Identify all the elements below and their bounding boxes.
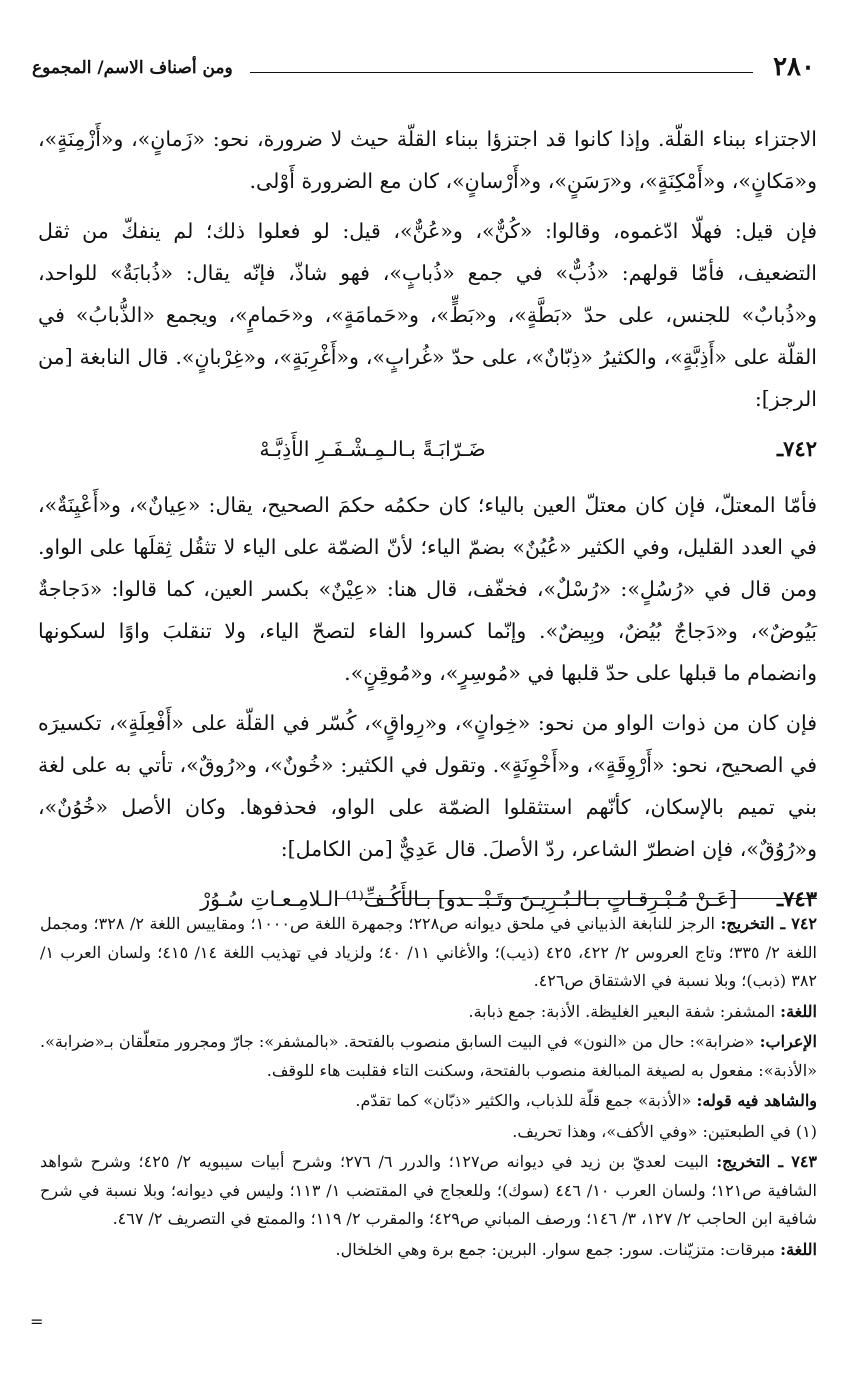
- page-header: [32, 52, 815, 86]
- footnotes: [40, 910, 817, 1266]
- main-text: [38, 118, 817, 934]
- footnote-label: والشاهد فيه قوله:: [696, 1091, 817, 1110]
- footnote-text: مبرقات: متزيّنات. سور: جمع سوار. البرين: جمع برة وهي الخلخال.: [335, 1239, 776, 1259]
- footnote-text: الرجز للنابغة الذبياني في ملحق ديوانه ص٢٢٨؛ وجمهرة اللغة ص١٠٠٠؛ ومقاييس اللغة ٢/ ٣٢٨؛ ومجمل اللغة ٢/ ٣٣٥؛ وتاج العروس ٢/ ٤٢٢، ٤٢٥ (ذيب)؛ والأغاني ١١/ ٤٠؛ ولزياد في تهذيب اللغة ١٤/ ٤١٥؛ ولسان العرب ١/ ٣٨٢ (ذبب)؛ وبلا نسبة في الاشتقاق ص٤٢٦.: [40, 914, 817, 990]
- paragraph: الاجتزاء ببناء القلّة. وإذا كانوا قد اجتزؤا ببناء القلّة حيث لا ضرورة، نحو: «زَمانٍ»، و«أَزْمِنَةٍ»، و«مَكانٍ»، و«أَمْكِنَةٍ»، و«رَسَنٍ»، و«أَرْسانٍ»، كان مع الضرورة أَوْلى.: [38, 127, 817, 193]
- footnote-label: الإعراب:: [759, 1032, 817, 1051]
- footnote-743-lugha: [40, 1236, 817, 1265]
- verse-742: [38, 428, 817, 474]
- footnote-note-1: (١) في الطبعتين: «وفي الأكف»، وهذا تحريف.: [512, 1121, 817, 1141]
- footnote-text: البيت لعديّ بن زيد في ديوانه ص١٢٧؛ والدرر ٦/ ٢٧٦؛ وشرح أبيات سيبويه ٢/ ٤٢٥؛ وشرح شواهد الشافية ص١٢١؛ ولسان العرب ١٠/ ٤٤٦ (سوك)؛ وللعجاج في المقتضب ١/ ١١٣؛ وليس في ديوانه؛ وبلا نسبة في شرح شافية ابن الحاجب ٢/ ١٢٧، ٣/ ١٤٦؛ ورصف المباني ص٤٢٩؛ والمقرب ٢/ ١١٩؛ والممتع في التصريف ٢/ ٤٦٧.: [40, 1152, 817, 1228]
- footnote-label: اللغة:: [780, 1239, 817, 1259]
- paragraph: فإن قيل: فهلّا ادّغموه، وقالوا: «كُنٌّ»، و«عُنٌّ»، قيل: لو فعلوا ذلك؛ لم ينفكّ من ثقل التضعيف، فأمّا قولهم: «ذُبٌّ» في جمع «ذُبابٍ»، فهو شاذّ، فإنّه يقال: «ذُبابَةٌ» للواحد، و«ذُبابٌ» للجنس، على حدّ «بَطَّةٍ»، و«بَطٍّ»، و«حَمامَةٍ»، و«حَمامٍ»، ويجمع «الذُّبابُ» في القلّة على «أَذِبَّةٍ»، والكثيرُ «ذِبّانٌ»، على حدّ «غُرابٍ»، و«أَغْرِبَةٍ»، و«غِرْبانٍ». قال النابغة [من الرجز]:: [38, 219, 817, 411]
- footnote-text: المشفر: شفة البعير الغليظة. الأذبة: جمع ذبابة.: [468, 1001, 776, 1021]
- verse-number: ٧٤٢ـ: [777, 436, 817, 461]
- verse-text: [عَـنْ مُـبْـرِقـاتٍ بـالـبُـرِيـنَ وتَـبْـ ـدو] بـالأَكُـفِّ⁽¹⁾ الـلامِـعـاتِ سُـوُرْ: [200, 887, 737, 911]
- footnote-742-shahid: [40, 1087, 817, 1116]
- verse-text: ضَـرّابَـةً بـالـمِـشْـفَـرِ الأَذِبَّـهْ: [259, 437, 486, 461]
- page-number: ٢٨٠: [773, 52, 815, 82]
- paragraph: فإن كان من ذوات الواو من نحو: «خِوانٍ»، و«رِواقٍ»، كُسّر في القلّة على «أَفْعِلَةٍ»، تكسيرَه في الصحيح، نحو: «أَرْوِقَةٍ»، و«أَخْوِنَةٍ». وتقول في الكثير: «خُونٌ»، و«رُوقٌ»، تأتي به على لغة بني تميم بالإسكان، كأنّهم استثقلوا الضمّة على الواو، فحذفوها. وكان الأصل «خُوُنٌ»، و«رُوُقٌ»، فإن اضطرّ الشاعر، ردّ الأصلَ. قال عَدِيٌّ [من الكامل]:: [38, 711, 817, 861]
- footnote-text: «الأذبة» جمع قلّة للذباب، والكثير «ذبّان» كما تقدّم.: [355, 1091, 692, 1110]
- paragraph: فأمّا المعتلّ، فإن كان معتلّ العين بالياء؛ كان حكمُه حكمَ الصحيح، يقال: «عِيانٌ»، و«أَعْيِنَةٌ»، في العدد القليل، وفي الكثير «عُيُنٌ» بضمّ الياء؛ لأنّ الضمّة على الياء لا تثقُل ثِقلَها على الواو. ومن قال في «رُسُلٍ»: «رُسْلٌ»، فخفّف، قال هنا: «عِيْنٌ» بكسر العين، كما قالوا: «دَجاجةٌ بَيُوضٌ»، و«دَجاجٌ بُيُضٌ، وبِيضٌ». وإنّما كسروا الفاء لتصحّ الياء، ولا تنقلبَ واوًا لسكونها وانضمام ما قبلها على حدّ قلبها في «مُوسِرٍ»، و«مُوقِنٍ».: [38, 493, 817, 685]
- footnote-text: «ضرابة»: حال من «النون» في البيت السابق منصوب بالفتحة. «بالمشفر»: جارّ ومجرور متعلّقان بـ«ضرابة». «الأذبة»: مفعول به لصيغة المبالغة منصوب بالفتحة، وسكنت التاء فقلبت هاء للوقف.: [40, 1032, 817, 1080]
- continuation-mark: =: [30, 1312, 44, 1331]
- footnote-heading: ٧٤٢ ـ التخريج:: [720, 914, 818, 933]
- footnote-rule: [336, 898, 817, 899]
- footnote-742-lugha: [40, 998, 817, 1027]
- running-title: ومن أصناف الاسم/ المجموع: [32, 58, 233, 78]
- footnote-742-takhrij: [40, 910, 817, 996]
- footnote-743-takhrij: [40, 1148, 817, 1234]
- footnote-742-irab: [40, 1028, 817, 1085]
- verse-number: ٧٤٣ـ: [777, 886, 817, 911]
- footnote-heading: ٧٤٣ ـ التخريج:: [716, 1152, 817, 1171]
- header-rule: [250, 72, 753, 73]
- footnote-label: اللغة:: [780, 1001, 817, 1021]
